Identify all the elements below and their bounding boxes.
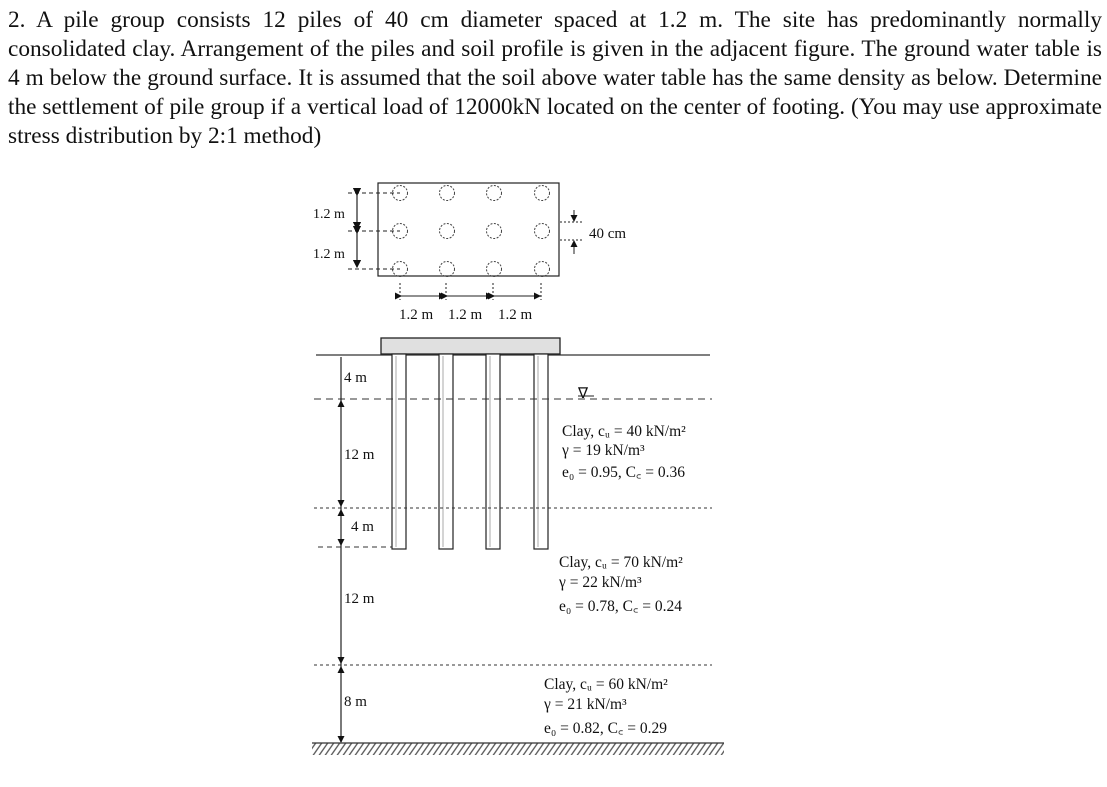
bedrock-hatch (312, 743, 724, 755)
col-spacing-label: 1.2 m (498, 307, 533, 323)
depth-label: 12 m (344, 447, 375, 463)
pile (486, 354, 500, 549)
layer-2-properties (558, 554, 683, 615)
pile-circles (393, 186, 550, 277)
depth-label: 4 m (351, 519, 374, 535)
col-spacing-label: 1.2 m (448, 307, 483, 323)
pile-circle (535, 224, 550, 239)
pile-circle (487, 262, 502, 277)
pile-circle (487, 224, 502, 239)
depth-label: 8 m (344, 694, 367, 710)
problem-statement: 2. A pile group consists 12 piles of 40 cm diameter spaced at 1.2 m. The site has predominantly normally consolidated clay. Arrangement of the piles and soil profile is given in the adjacent figure. The ground water table is 4 m below the ground surface. It is assumed that the soil above water table has the same density as below. Determine the settlement of pile group if a vertical load of 12000kN located on the center of footing. (You may use approximate stress distribution by 2:1 method) (8, 7, 1102, 149)
piles-section (392, 354, 548, 549)
pile-circle (440, 224, 455, 239)
pile-cap-outline (378, 183, 559, 276)
depth-label: 4 m (344, 370, 367, 386)
row-spacing-label: 1.2 m (313, 207, 345, 222)
soil-profile-section (312, 338, 724, 755)
layer-3-properties (543, 676, 668, 737)
row-spacing-label: 1.2 m (313, 247, 345, 262)
water-table-symbol: ∇ (578, 386, 589, 402)
depth-label: 12 m (344, 591, 375, 607)
layer-1-line-2: γ = 19 kN/m³ (562, 442, 645, 459)
layer-3-line-1: Clay, cᵤ = 60 kN/m² (544, 676, 668, 693)
pile (439, 354, 453, 549)
pile-cap (381, 338, 560, 354)
layer-2-line-3: e₀ = 0.78, C꜀ = 0.24 (559, 598, 682, 615)
layer-2-line-1: Clay, cᵤ = 70 kN/m² (559, 554, 683, 571)
layer-1-properties (561, 423, 686, 481)
pile-circle (440, 262, 455, 277)
layer-2-line-2: γ = 22 kN/m³ (559, 574, 642, 591)
pile-circle (440, 186, 455, 201)
layer-3-line-2: γ = 21 kN/m³ (544, 696, 627, 713)
pile-plan-view (313, 183, 626, 323)
col-spacing-label: 1.2 m (399, 307, 434, 323)
pile-circle (487, 186, 502, 201)
pile (392, 354, 406, 549)
pile-diameter-label: 40 cm (589, 226, 627, 242)
pile (534, 354, 548, 549)
pile-circle (535, 262, 550, 277)
layer-1-line-1: Clay, cᵤ = 40 kN/m² (562, 423, 686, 440)
layer-3-line-3: e₀ = 0.82, C꜀ = 0.29 (544, 720, 667, 737)
layer-1-line-3: e₀ = 0.95, C꜀ = 0.36 (562, 464, 685, 481)
pile-circle (535, 186, 550, 201)
